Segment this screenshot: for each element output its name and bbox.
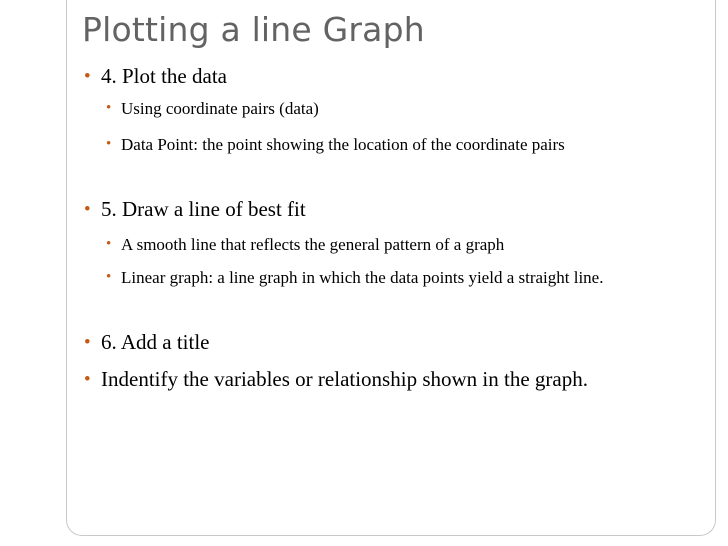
bullet-icon: • bbox=[84, 66, 91, 87]
bullet-text: A smooth line that reflects the general pattern of a graph bbox=[121, 235, 505, 254]
bullet-icon: • bbox=[106, 136, 112, 152]
bullet-text: Data Point: the point showing the location of the coordinate pairs bbox=[121, 135, 565, 154]
bullet-icon: • bbox=[84, 199, 91, 220]
bullet-text: Linear graph: a line graph in which the data points yield a straight line. bbox=[121, 268, 604, 287]
bullet-item bbox=[84, 64, 227, 89]
bullet-icon: • bbox=[106, 236, 112, 252]
bullet-text: 6. Add a title bbox=[101, 330, 210, 354]
bullet-text: 5. Draw a line of best fit bbox=[101, 197, 306, 221]
bullet-icon: • bbox=[106, 100, 112, 116]
bullet-icon: • bbox=[106, 269, 112, 285]
sub-bullet-item bbox=[106, 131, 651, 158]
slide-title: Plotting a line Graph bbox=[82, 10, 425, 49]
sub-bullet-item bbox=[106, 95, 651, 122]
sub-bullet-item bbox=[106, 264, 651, 291]
sub-bullet-item bbox=[106, 231, 651, 258]
bullet-item bbox=[84, 367, 588, 392]
bullet-icon: • bbox=[84, 332, 91, 353]
bullet-item bbox=[84, 330, 210, 355]
bullet-text: Indentify the variables or relationship shown in the graph. bbox=[101, 367, 588, 391]
bullet-text: 4. Plot the data bbox=[101, 64, 227, 88]
bullet-item bbox=[84, 197, 306, 222]
bullet-text: Using coordinate pairs (data) bbox=[121, 99, 319, 118]
bullet-icon: • bbox=[84, 369, 91, 390]
